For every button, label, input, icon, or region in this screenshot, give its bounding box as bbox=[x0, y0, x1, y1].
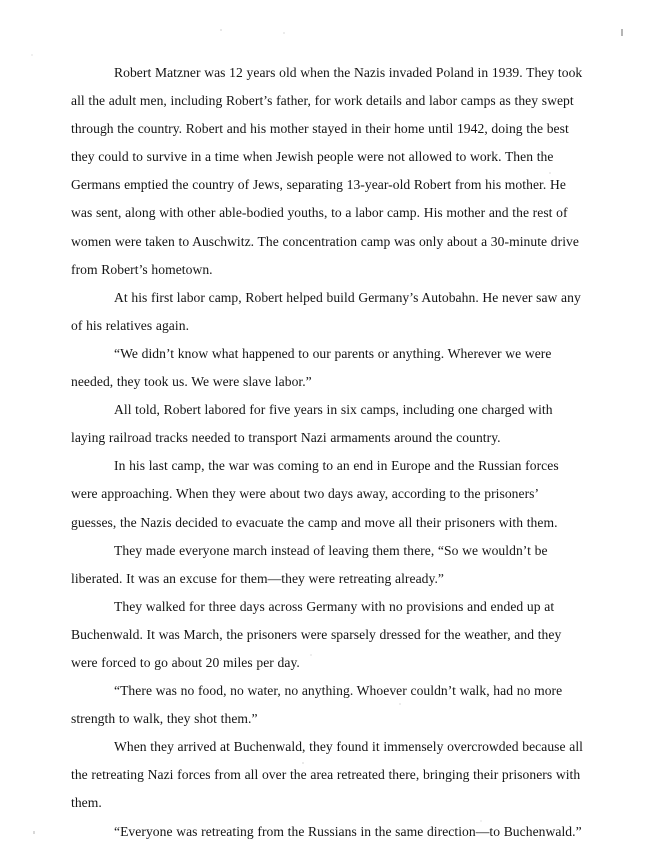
scan-artifact-speck bbox=[220, 29, 222, 31]
scan-artifact-speck-top-right bbox=[621, 29, 623, 36]
paragraph: Robert Matzner was 12 years old when the Nazis invaded Poland in 1939. They took all the adult men, including Robert’s father, for work details and labor camps as they swept through the country. Robert and his mother stayed in their home until 1942, doing the best they could to survive in a time when Jewish people were not allowed to work. Then the Germans emptied the country of Jews, separating 13-year-old Robert from his mother. He was sent, along with other able-bodied youths, to a labor camp. His mother and the rest of women were taken to Auschwitz. The concentration camp was only about a 30-minute drive from Robert’s hometown. bbox=[71, 65, 586, 277]
scan-artifact-speck bbox=[31, 54, 33, 56]
paragraph: When they arrived at Buchenwald, they found it immensely overcrowded because all the retreating Nazi forces from all over the area retreated there, bringing their prisoners with them. bbox=[71, 739, 587, 811]
paragraph: All told, Robert labored for five years in six camps, including one charged with laying railroad tracks needed to transport Nazi armaments around the country. bbox=[71, 402, 557, 446]
paragraph: In his last camp, the war was coming to an end in Europe and the Russian forces were approaching. When they were about two days away, according to the prisoners’ guesses, the Nazis decided to evacuate the camp and move all their prisoners with them. bbox=[71, 458, 563, 530]
paragraph: At his first labor camp, Robert helped build Germany’s Autobahn. He never saw any of his relatives again. bbox=[71, 289, 585, 333]
paragraph: They made everyone march instead of leaving them there, “So we wouldn’t be liberated. It was an excuse for them—they were retreating already.” bbox=[71, 542, 552, 586]
scan-artifact-speck bbox=[283, 32, 285, 34]
scan-artifact-speck-bottom-left bbox=[33, 831, 35, 834]
document-body-text bbox=[71, 59, 587, 846]
paragraph: “There was no food, no water, no anything. Whoever couldn’t walk, had no more strength to walk, they shot them.” bbox=[71, 683, 566, 727]
paragraph: They walked for three days across Germany with no provisions and ended up at Buchenwald. It was March, the prisoners were sparsely dressed for the weather, and they were forced to go about 20 miles per day. bbox=[71, 598, 565, 670]
paragraph: “Everyone was retreating from the Russians in the same direction—to Buchenwald.” bbox=[114, 823, 582, 839]
paragraph: “We didn’t know what happened to our parents or anything. Wherever we were needed, they took us. We were slave labor.” bbox=[71, 345, 556, 390]
